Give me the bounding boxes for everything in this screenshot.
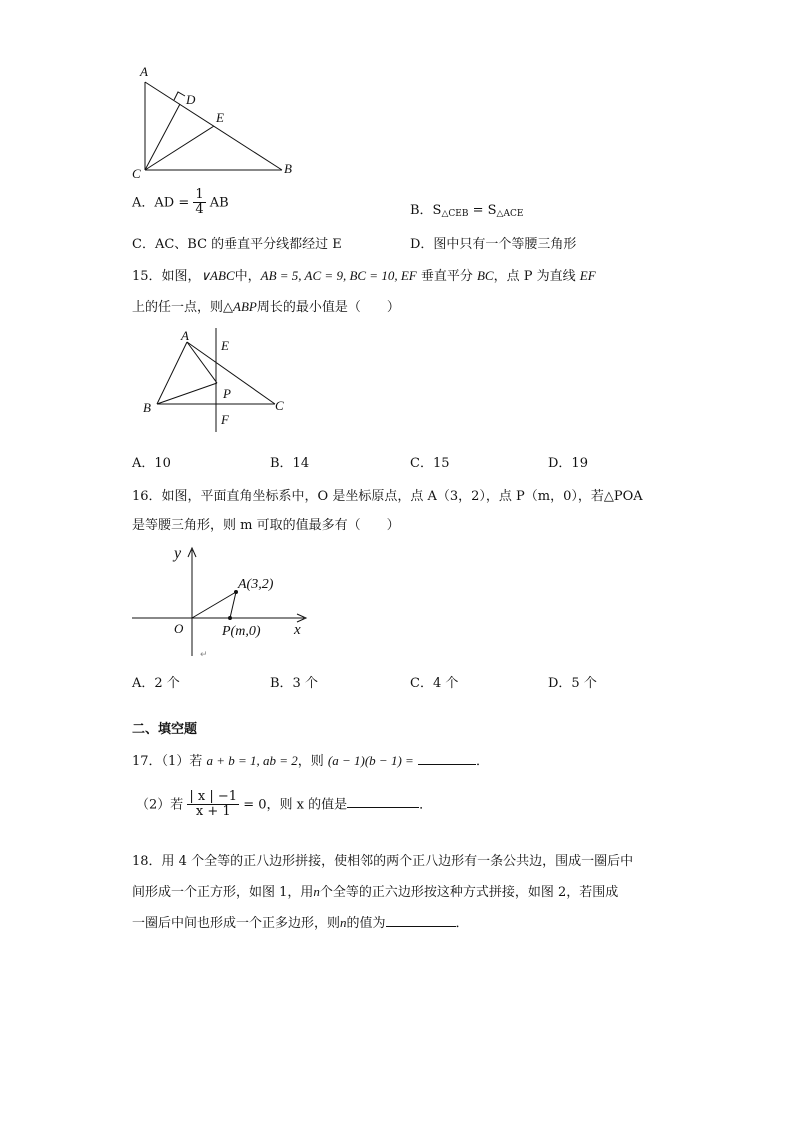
q16-line-1: 16．如图，平面直角坐标系中，O 是坐标原点，点 A（3，2），点 P（m，0），若△POA xyxy=(132,489,643,504)
q18-line3-a: 一圈后中间也形成一个正多边形，则 xyxy=(132,916,341,931)
q16-segment-oa xyxy=(192,592,236,618)
q18-line2-b: 个全等的正六边形按这种方式拼接，如图 2，若围成 xyxy=(319,885,619,900)
q14-option-a-key: A．AD = xyxy=(132,195,190,211)
q14-label-b: B xyxy=(284,161,292,176)
q15-label-c: C xyxy=(275,398,284,413)
q17-part1-mid: ，则 xyxy=(297,754,328,769)
q16-label-y: y xyxy=(174,545,182,562)
q14-option-b-sub1: △CEB xyxy=(441,209,469,219)
q15-label-f: F xyxy=(221,412,229,427)
q15-line-2 xyxy=(132,296,400,315)
q17-part2-fraction xyxy=(187,790,239,820)
q16-option-d: D．5 个 xyxy=(548,676,597,691)
q15-option-a: A．10 xyxy=(132,456,171,471)
q14-option-b-mid: = S xyxy=(468,203,497,218)
q17-part1-expr2: (a − 1)(b − 1) = xyxy=(327,753,414,768)
q14-option-c: C．AC、BC 的垂直平分线都经过 E xyxy=(132,237,342,252)
q15-prefix: 15．如图， xyxy=(132,269,201,284)
q16-return-mark: ↵ xyxy=(200,649,208,659)
q15-rest2: ，点 P 为直线 xyxy=(493,269,580,284)
q15-option-b: B．14 xyxy=(270,456,310,471)
q15-mid: 中， xyxy=(234,269,261,284)
q15-line2-b: 周长的最小值是（ ） xyxy=(256,300,400,315)
q18-line-1: 18．用 4 个全等的正八边形拼接，使相邻的两个正八边形有一条公共边，围成一圈后中 xyxy=(132,854,634,869)
q14-option-b xyxy=(410,199,523,219)
q15-bc: BC xyxy=(476,268,494,283)
q15-label-a: A xyxy=(181,328,189,343)
q14-triangle-figure xyxy=(120,60,320,190)
q14-segment-ce xyxy=(145,126,214,170)
q15-rest1: 垂直平分 xyxy=(416,269,477,284)
q15-ef: EF xyxy=(579,268,596,283)
q16-option-c: C．4 个 xyxy=(410,676,459,691)
section-fill-in-title: 二、填空题 xyxy=(132,722,198,737)
q15-segment-ac xyxy=(187,342,275,404)
q18-answer-blank[interactable] xyxy=(386,914,456,927)
q16-segment-ap xyxy=(230,592,236,618)
q15-line2-a: 上的任一点，则△ xyxy=(132,300,233,315)
q17-part2-eq: = 0，则 x 的值是 xyxy=(239,797,348,813)
q15-line-1 xyxy=(132,265,596,284)
q14-option-b-key: B．S xyxy=(410,203,442,218)
q17-part1-end: ． xyxy=(475,754,489,769)
q15-triangle: ∨ABC xyxy=(200,268,235,283)
q14-option-a-tail: AB xyxy=(209,195,229,211)
q18-n-2: n xyxy=(340,915,347,930)
q16-label-o: O xyxy=(174,621,184,636)
q15-triangle-figure xyxy=(135,328,305,438)
q18-line2-a: 间形成一个正方形，如图 1，用 xyxy=(132,885,314,900)
q15-given: AB = 5, AC = 9, BC = 10, EF xyxy=(260,268,417,283)
q16-line-2: 是等腰三角形，则 m 可取的值最多有（ ） xyxy=(132,518,400,533)
q15-abp: ABP xyxy=(233,299,257,314)
q14-segment-cd xyxy=(145,104,180,170)
q18-line-3 xyxy=(132,912,469,931)
q14-option-a-den: 4 xyxy=(195,202,204,218)
q14-label-d: D xyxy=(186,92,196,107)
q15-label-e: E xyxy=(221,338,229,353)
q18-line3-end: ． xyxy=(455,916,469,931)
q14-label-c: C xyxy=(132,166,141,181)
q16-label-a: A(3,2) xyxy=(238,577,274,592)
q17-part1-answer-blank[interactable] xyxy=(418,752,476,765)
q14-label-a: A xyxy=(140,64,148,79)
q17-part-1 xyxy=(132,750,489,769)
q14-option-a-fraction xyxy=(193,188,205,218)
q14-option-a-num: 1 xyxy=(195,187,204,202)
q17-part1-prefix: 17．（1）若 xyxy=(132,754,207,769)
q15-label-p: P xyxy=(223,386,231,401)
q16-option-b: B．3 个 xyxy=(270,676,318,691)
q14-right-angle-mark xyxy=(174,92,185,100)
q17-part2-den: x + 1 xyxy=(195,804,231,820)
q17-part-2 xyxy=(136,790,432,820)
q17-part2-num: | x | −1 xyxy=(189,789,238,804)
q14-option-a xyxy=(132,188,229,218)
q18-n: n xyxy=(313,884,320,899)
q14-option-d: D．图中只有一个等腰三角形 xyxy=(410,237,577,252)
q15-label-b: B xyxy=(143,400,151,415)
q16-coordinate-figure xyxy=(132,544,322,664)
q16-label-x: x xyxy=(294,622,301,638)
q17-part2-end: ． xyxy=(419,797,433,813)
q17-part2-answer-blank[interactable] xyxy=(347,795,419,808)
q16-label-p: P(m,0) xyxy=(222,624,261,639)
q16-point-p xyxy=(228,616,232,620)
q16-option-a: A．2 个 xyxy=(132,676,180,691)
q15-option-d: D．19 xyxy=(548,456,588,471)
q14-option-b-sub2: △ACE xyxy=(496,209,524,219)
q14-label-e: E xyxy=(216,110,224,125)
q15-option-c: C．15 xyxy=(410,456,450,471)
q17-part1-expr: a + b = 1, ab = 2 xyxy=(206,753,298,768)
q18-line-2 xyxy=(132,881,618,900)
q18-line3-b: 的值为 xyxy=(346,916,386,931)
q17-part2-prefix: （2）若 xyxy=(136,797,184,813)
q15-segment-ap xyxy=(187,342,217,383)
